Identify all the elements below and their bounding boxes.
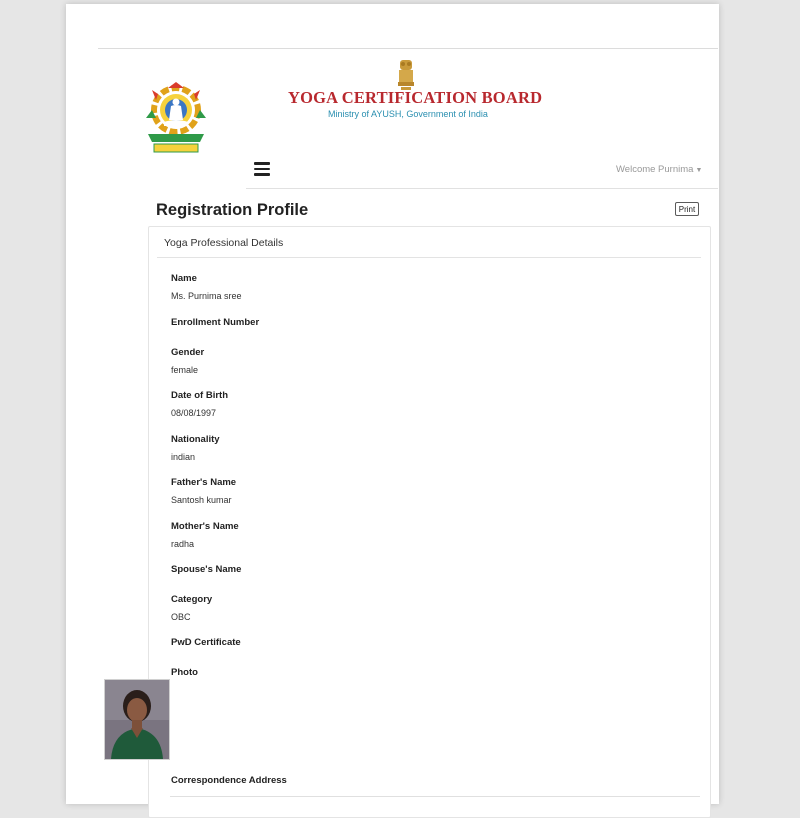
card-heading-divider <box>157 257 701 258</box>
field-value-category: OBC <box>171 612 191 622</box>
field-label-category: Category <box>171 594 213 605</box>
field-label-mother: Mother's Name <box>171 521 239 532</box>
print-button[interactable]: Print <box>675 202 699 216</box>
chevron-down-icon: ▼ <box>695 167 703 174</box>
top-divider <box>98 48 718 49</box>
field-label-gender: Gender <box>171 347 205 358</box>
field-value-father: Santosh kumar <box>171 495 232 505</box>
page-title: Registration Profile <box>156 201 309 219</box>
board-subtitle: Ministry of AYUSH, Government of India <box>328 109 488 119</box>
field-value-nationality: indian <box>171 452 196 462</box>
field-label-father: Father's Name <box>171 477 237 488</box>
field-label-nationality: Nationality <box>171 434 220 445</box>
welcome-text: Welcome Purnima <box>616 164 694 175</box>
field-value-mother: radha <box>171 539 195 549</box>
user-welcome-dropdown[interactable] <box>616 164 702 175</box>
board-title: YOGA CERTIFICATION BOARD <box>288 88 543 107</box>
field-label-address: Correspondence Address <box>171 775 287 786</box>
field-value-gender: female <box>171 365 199 375</box>
hamburger-menu-icon[interactable] <box>254 162 270 176</box>
field-label-pwd: PwD Certificate <box>171 637 241 648</box>
address-divider <box>170 796 700 797</box>
field-label-spouse: Spouse's Name <box>171 564 242 575</box>
field-label-name: Name <box>171 273 197 284</box>
field-label-enrollment: Enrollment Number <box>171 317 260 328</box>
national-emblem-icon <box>396 58 416 92</box>
field-value-dob: 08/08/1997 <box>171 408 217 418</box>
yoga-board-logo-icon <box>144 80 208 154</box>
profile-photo <box>104 679 170 760</box>
field-value-name: Ms. Purnima sree <box>171 291 242 301</box>
nav-divider <box>246 188 718 189</box>
field-label-photo: Photo <box>171 667 198 678</box>
profile-card <box>148 226 711 818</box>
card-heading: Yoga Professional Details <box>164 237 284 249</box>
field-label-dob: Date of Birth <box>171 390 228 401</box>
